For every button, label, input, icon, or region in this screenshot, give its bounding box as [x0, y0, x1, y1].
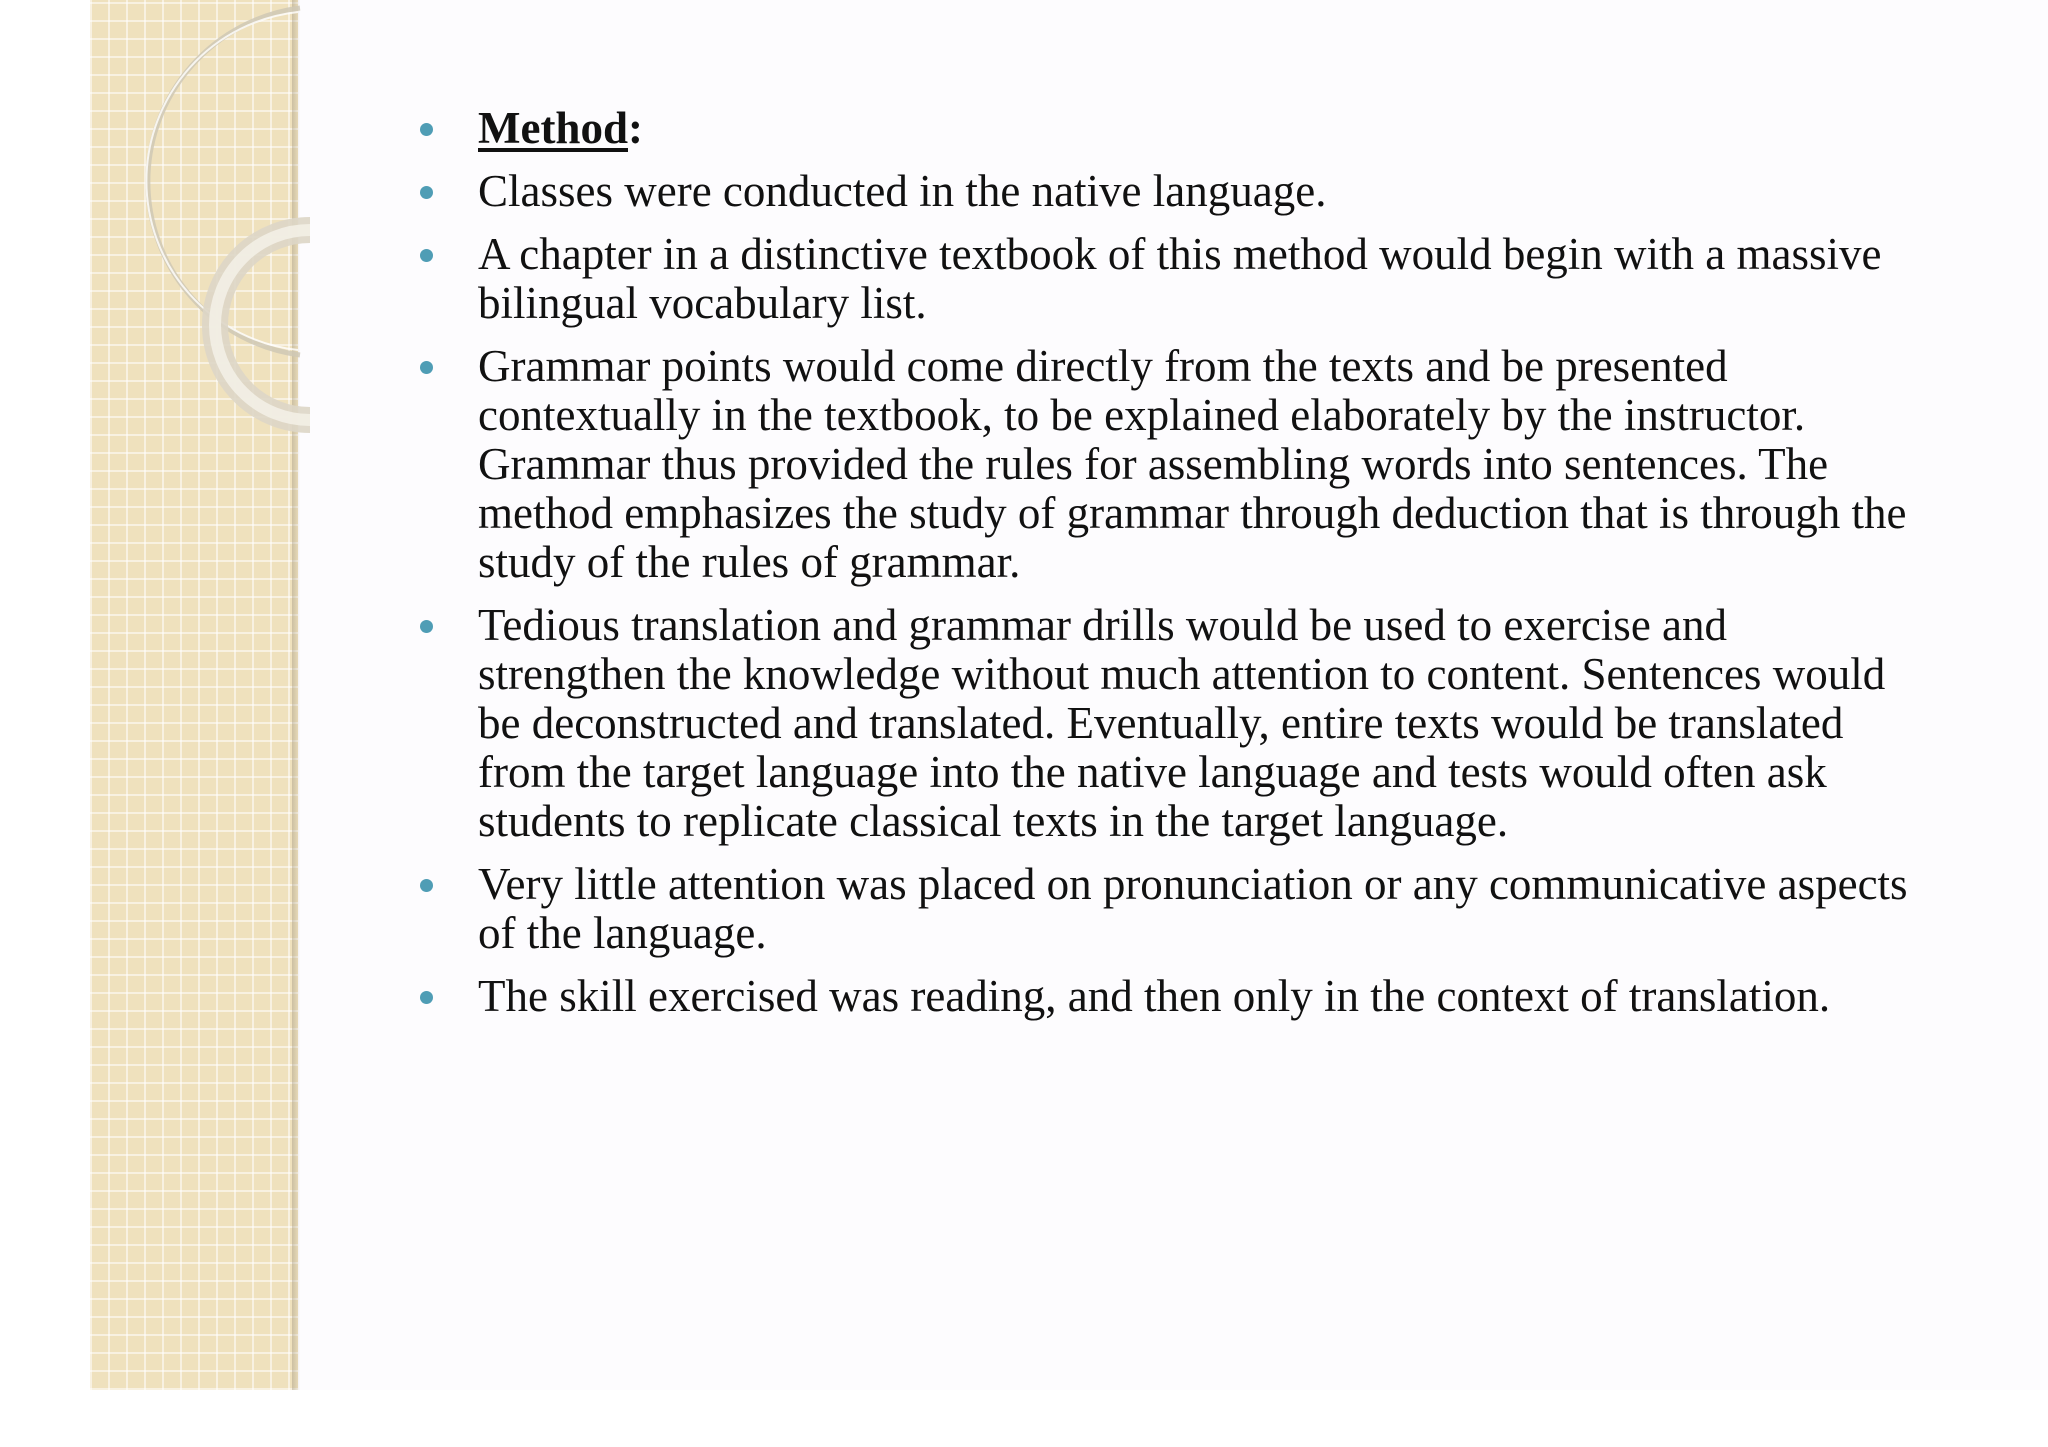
- bullet-text: Tedious translation and grammar drills would be used to exercise and strengthen the knowledge without much attention to content. Sentences would be deconstructed and translated. Eventually, entire texts would be translated from the target language into the native language and tests would often ask students to replicate classical texts in the target language.: [478, 600, 1886, 846]
- bullet-dot-icon: [420, 186, 433, 199]
- bullet-text: Very little attention was placed on pronunciation or any communicative aspects of the language.: [478, 859, 1908, 958]
- bullet-dot-icon: [420, 991, 433, 1004]
- heading-colon: :: [628, 103, 643, 153]
- bullet-dot-icon: [420, 361, 433, 374]
- bullet-item: [420, 167, 1920, 216]
- bullet-item: [420, 230, 1920, 328]
- bullet-item: [420, 972, 1920, 1021]
- bullet-dot-icon: [420, 249, 433, 262]
- bullet-text: A chapter in a distinctive textbook of this method would begin with a massive bilingual vocabulary list.: [478, 229, 1882, 328]
- ring-decoration-icon: [90, 0, 320, 460]
- section-heading: Method: [478, 103, 628, 153]
- bullet-text: Classes were conducted in the native language.: [478, 166, 1327, 216]
- bullet-dot-icon: [420, 879, 433, 892]
- bullet-dot-icon: [420, 620, 433, 633]
- bullet-item: [420, 860, 1920, 958]
- bullet-list: [420, 104, 1920, 1021]
- slide-content: [420, 104, 1920, 1035]
- bullet-item: [420, 342, 1920, 587]
- bullet-item: [420, 601, 1920, 846]
- bullet-heading: [420, 104, 1920, 153]
- bullet-text: The skill exercised was reading, and then only in the context of translation.: [478, 971, 1831, 1021]
- bullet-text: Grammar points would come directly from the texts and be presented contextually in the textbook, to be explained elaborately by the instructor. Grammar thus provided the rules for assembling words into sentences. The method emphasizes the study of grammar through deduction that is through the study of the rules of grammar.: [478, 341, 1907, 587]
- bullet-dot-icon: [420, 123, 433, 136]
